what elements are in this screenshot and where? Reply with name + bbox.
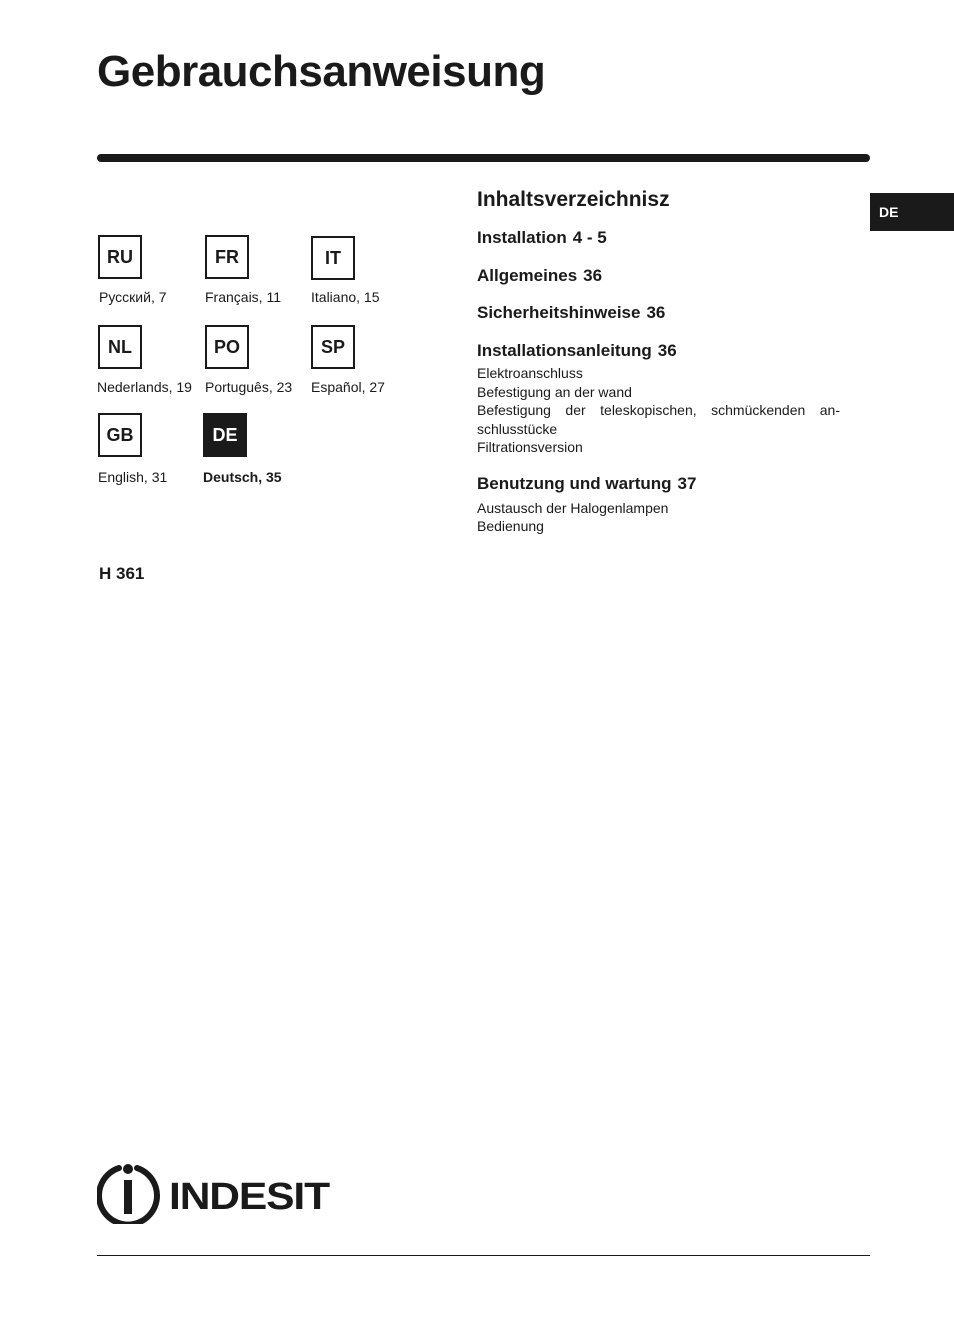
language-code-ru[interactable]: RU [98,235,142,279]
language-label-fr: Français, 11 [205,289,281,305]
toc-section-title: Benutzung und wartung [477,473,672,493]
toc-item[interactable]: Bedienung [477,518,544,534]
toc-title: Inhaltsverzeichnisz [477,188,670,211]
toc-item[interactable]: Filtrationsversion [477,439,583,455]
language-code-po[interactable]: PO [205,325,249,369]
toc-section-installationsanleitung[interactable] [477,340,840,362]
toc-section-page: 36 [646,303,666,322]
language-label-de: Deutsch, 35 [203,469,282,485]
language-code-gb[interactable]: GB [98,413,142,457]
language-label-ru: Русский, 7 [99,289,167,305]
top-divider [97,154,870,162]
language-label-sp: Español, 27 [311,379,385,395]
toc-section-page: 36 [583,266,603,285]
brand-wordmark: INDESIT [169,1176,330,1218]
language-code-fr[interactable]: FR [205,235,249,279]
language-label-nl: Nederlands, 19 [97,379,192,395]
toc-section-benutzung-und-wartung[interactable] [477,473,840,495]
toc-item[interactable]: Befestigung an der wand [477,383,632,400]
indesit-logo [97,1160,337,1224]
toc-section-sicherheitshinweise[interactable] [477,302,840,324]
language-code-it[interactable]: IT [311,236,355,280]
toc-section-page: 4 - 5 [572,228,607,247]
toc-section-page: 37 [677,473,697,493]
toc-item[interactable]: Befestigung der teleskopischen, schmückenden an-schlusstücke [477,402,840,437]
language-code-nl[interactable]: NL [98,325,142,369]
toc-section-title: Allgemeines [477,266,578,285]
table-of-contents [477,227,840,536]
language-code-de[interactable]: DE [203,413,247,457]
model-number: H 361 [99,564,145,583]
toc-item[interactable]: Elektroanschluss [477,365,583,381]
language-code-sp[interactable]: SP [311,325,355,369]
language-label-po: Português, 23 [205,379,293,395]
toc-section-installation[interactable] [477,227,840,249]
document-title: Gebrauchsanweisung [97,47,546,96]
language-label-it: Italiano, 15 [311,289,380,305]
toc-section-title: Installationsanleitung [477,341,652,360]
language-side-tab: DE [870,193,954,231]
toc-section-title: Sicherheitshinweise [477,303,641,322]
toc-section-page: 36 [657,341,677,360]
toc-item[interactable]: Austausch der Halogenlampen [477,499,669,516]
toc-section-allgemeines[interactable] [477,265,840,287]
indesit-logo-icon [97,1160,337,1224]
language-label-gb: English, 31 [98,469,168,485]
bottom-divider [97,1255,870,1256]
toc-section-title: Installation [477,228,567,247]
